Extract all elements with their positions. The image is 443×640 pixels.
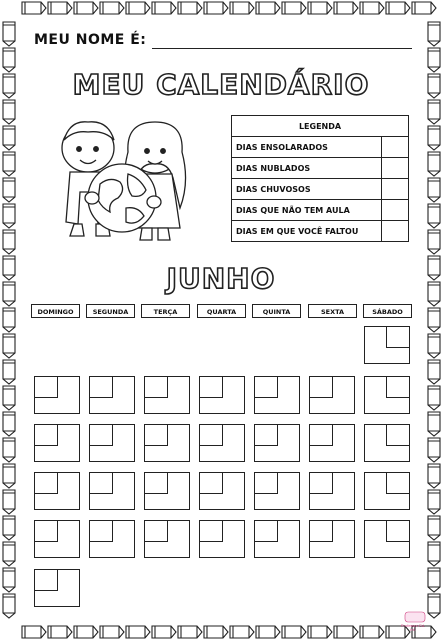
calendar-day-cell[interactable]: [254, 520, 300, 558]
calendar-day-cell[interactable]: [364, 376, 410, 414]
pencil-border-piece: [3, 204, 15, 228]
calendar-day-cell[interactable]: [34, 376, 80, 414]
weekday-label: QUINTA: [252, 304, 301, 318]
name-label: MEU NOME É:: [34, 32, 147, 48]
pencil-border-piece: [3, 152, 15, 176]
weekday-label: SÁBADO: [363, 304, 412, 318]
pencil-border-piece: [256, 2, 280, 14]
pencil-border-piece: [282, 2, 306, 14]
day-number-box[interactable]: [386, 521, 409, 542]
calendar-day-cell[interactable]: [364, 472, 410, 510]
calendar-day-cell[interactable]: [144, 376, 190, 414]
day-number-box[interactable]: [200, 521, 223, 542]
weekday-label: QUARTA: [197, 304, 246, 318]
day-number-box[interactable]: [90, 521, 113, 542]
day-number-box[interactable]: [386, 377, 409, 398]
pencil-border-piece: [152, 626, 176, 638]
day-number-box[interactable]: [200, 377, 223, 398]
pencil-border-piece: [428, 516, 440, 540]
pencil-border-piece: [3, 594, 15, 618]
calendar-day-cell[interactable]: [309, 472, 355, 510]
pencil-border-piece: [3, 464, 15, 488]
weekday-label: SEXTA: [308, 304, 357, 318]
pencil-border-piece: [428, 360, 440, 384]
legend-box[interactable]: [382, 200, 409, 221]
calendar-day-cell[interactable]: [199, 424, 245, 462]
pencil-border-piece: [334, 2, 358, 14]
day-number-box[interactable]: [310, 377, 333, 398]
day-number-box[interactable]: [386, 425, 409, 446]
name-line[interactable]: [152, 48, 412, 49]
pencil-border-piece: [428, 22, 440, 46]
pencil-border-piece: [126, 2, 150, 14]
calendar-day-cell[interactable]: [89, 472, 135, 510]
pencil-border-piece: [204, 2, 228, 14]
pencil-border-piece: [3, 360, 15, 384]
day-number-box[interactable]: [255, 473, 278, 494]
legend-item: DIAS QUE NÃO TEM AULA: [232, 200, 382, 221]
legend-table: [231, 115, 409, 242]
pencil-border-piece: [428, 438, 440, 462]
pencil-border-piece: [428, 386, 440, 410]
pencil-border-piece: [3, 542, 15, 566]
calendar-day-cell[interactable]: [254, 424, 300, 462]
day-number-box[interactable]: [35, 521, 58, 542]
calendar-day-cell[interactable]: [34, 569, 80, 607]
weekday-label: DOMINGO: [31, 304, 80, 318]
pencil-border-piece: [178, 626, 202, 638]
calendar-day-cell[interactable]: [199, 376, 245, 414]
pencil-border-piece: [22, 2, 46, 14]
day-number-box[interactable]: [255, 377, 278, 398]
pencil-border-piece: [428, 412, 440, 436]
pencil-border-piece: [3, 386, 15, 410]
pencil-border-piece: [152, 2, 176, 14]
legend-box[interactable]: [382, 221, 409, 242]
pencil-border-piece: [428, 490, 440, 514]
pencil-border-piece: [126, 626, 150, 638]
day-number-box[interactable]: [386, 473, 409, 494]
pencil-border-piece: [334, 626, 358, 638]
day-number-box[interactable]: [35, 570, 58, 591]
day-number-box[interactable]: [145, 521, 168, 542]
day-number-box[interactable]: [200, 473, 223, 494]
day-number-box[interactable]: [255, 521, 278, 542]
pencil-border-piece: [3, 178, 15, 202]
calendar-day-cell[interactable]: [144, 472, 190, 510]
pencil-border-piece: [282, 626, 306, 638]
pencil-border-piece: [74, 2, 98, 14]
calendar-day-cell[interactable]: [254, 376, 300, 414]
calendar-day-cell[interactable]: [89, 520, 135, 558]
pencil-border-piece: [428, 204, 440, 228]
pencil-border-piece: [3, 412, 15, 436]
pencil-border-piece: [428, 178, 440, 202]
calendar-day-cell[interactable]: [89, 376, 135, 414]
pencil-border-piece: [360, 2, 384, 14]
pencil-border-piece: [3, 490, 15, 514]
pencil-border-piece: [100, 2, 124, 14]
pencil-border-piece: [428, 230, 440, 254]
calendar-day-cell[interactable]: [89, 424, 135, 462]
day-number-box[interactable]: [310, 473, 333, 494]
pencil-border-piece: [428, 594, 440, 618]
pencil-border-piece: [428, 464, 440, 488]
calendar-day-cell[interactable]: [364, 520, 410, 558]
calendar-day-cell[interactable]: [254, 472, 300, 510]
pencil-border-piece: [3, 126, 15, 150]
page-title: [0, 60, 443, 110]
pencil-border-piece: [230, 626, 254, 638]
calendar-day-cell[interactable]: [364, 326, 410, 364]
day-number-box[interactable]: [90, 425, 113, 446]
day-number-box[interactable]: [200, 425, 223, 446]
legend-item: DIAS NUBLADOS: [232, 158, 382, 179]
pencil-border-piece: [3, 308, 15, 332]
calendar-day-cell[interactable]: [309, 520, 355, 558]
pencil-border-piece: [412, 2, 436, 14]
day-number-box[interactable]: [310, 425, 333, 446]
pencil-border-piece: [256, 626, 280, 638]
pencil-border-piece: [3, 230, 15, 254]
day-number-box[interactable]: [145, 473, 168, 494]
page-title-text: MEU CALENDÁRIO: [72, 68, 370, 101]
calendar-day-cell[interactable]: [144, 424, 190, 462]
pencil-border-piece: [22, 626, 46, 638]
pencil-border-piece: [74, 626, 98, 638]
calendar-day-cell[interactable]: [34, 424, 80, 462]
day-number-box[interactable]: [145, 377, 168, 398]
pencil-border-piece: [308, 2, 332, 14]
pencil-border-piece: [428, 542, 440, 566]
day-number-box[interactable]: [35, 425, 58, 446]
pencil-border-piece: [360, 626, 384, 638]
legend-box[interactable]: [382, 137, 409, 158]
day-number-box[interactable]: [386, 327, 409, 348]
calendar-day-cell[interactable]: [34, 520, 80, 558]
day-number-box[interactable]: [255, 425, 278, 446]
pencil-border-piece: [428, 334, 440, 358]
month-title-text: JUNHO: [166, 262, 276, 295]
weekday-label: TERÇA: [141, 304, 190, 318]
month-title: [0, 258, 443, 298]
legend-box[interactable]: [382, 179, 409, 200]
calendar-day-cell[interactable]: [34, 472, 80, 510]
day-number-box[interactable]: [90, 377, 113, 398]
legend-item: DIAS EM QUE VOCÊ FALTOU: [232, 221, 382, 242]
day-number-box[interactable]: [35, 473, 58, 494]
kids-globe-illustration: [30, 112, 220, 252]
day-number-box[interactable]: [90, 473, 113, 494]
pencil-border-piece: [3, 334, 15, 358]
calendar-day-cell[interactable]: [364, 424, 410, 462]
day-number-box[interactable]: [310, 521, 333, 542]
weekday-label: SEGUNDA: [86, 304, 135, 318]
pencil-border-piece: [3, 516, 15, 540]
pencil-border-piece: [48, 2, 72, 14]
pencil-border-piece: [308, 626, 332, 638]
pencil-border-piece: [3, 568, 15, 592]
calendar-day-cell[interactable]: [199, 472, 245, 510]
pencil-border-piece: [230, 2, 254, 14]
watermark-text: Professor Ed. Inf.: [400, 623, 426, 632]
name-field-row: [34, 32, 414, 52]
watermark-logo: [402, 611, 428, 632]
calendar-day-cell[interactable]: [144, 520, 190, 558]
calendar-day-cell[interactable]: [309, 424, 355, 462]
legend-box[interactable]: [382, 158, 409, 179]
legend-heading: LEGENDA: [232, 116, 409, 137]
day-number-box[interactable]: [35, 377, 58, 398]
day-number-box[interactable]: [145, 425, 168, 446]
pencil-border-piece: [178, 2, 202, 14]
pencil-border-piece: [386, 2, 410, 14]
pencil-border-piece: [3, 22, 15, 46]
legend-item: DIAS ENSOLARADOS: [232, 137, 382, 158]
calendar-day-cell[interactable]: [309, 376, 355, 414]
pencil-border-piece: [428, 568, 440, 592]
pencil-border-piece: [428, 126, 440, 150]
legend-item: DIAS CHUVOSOS: [232, 179, 382, 200]
pencil-border-piece: [100, 626, 124, 638]
pencil-border-piece: [3, 438, 15, 462]
pencil-border-piece: [428, 152, 440, 176]
watermark-icon: [404, 611, 426, 623]
pencil-border-piece: [428, 308, 440, 332]
pencil-border-piece: [48, 626, 72, 638]
pencil-border-piece: [204, 626, 228, 638]
calendar-day-cell[interactable]: [199, 520, 245, 558]
